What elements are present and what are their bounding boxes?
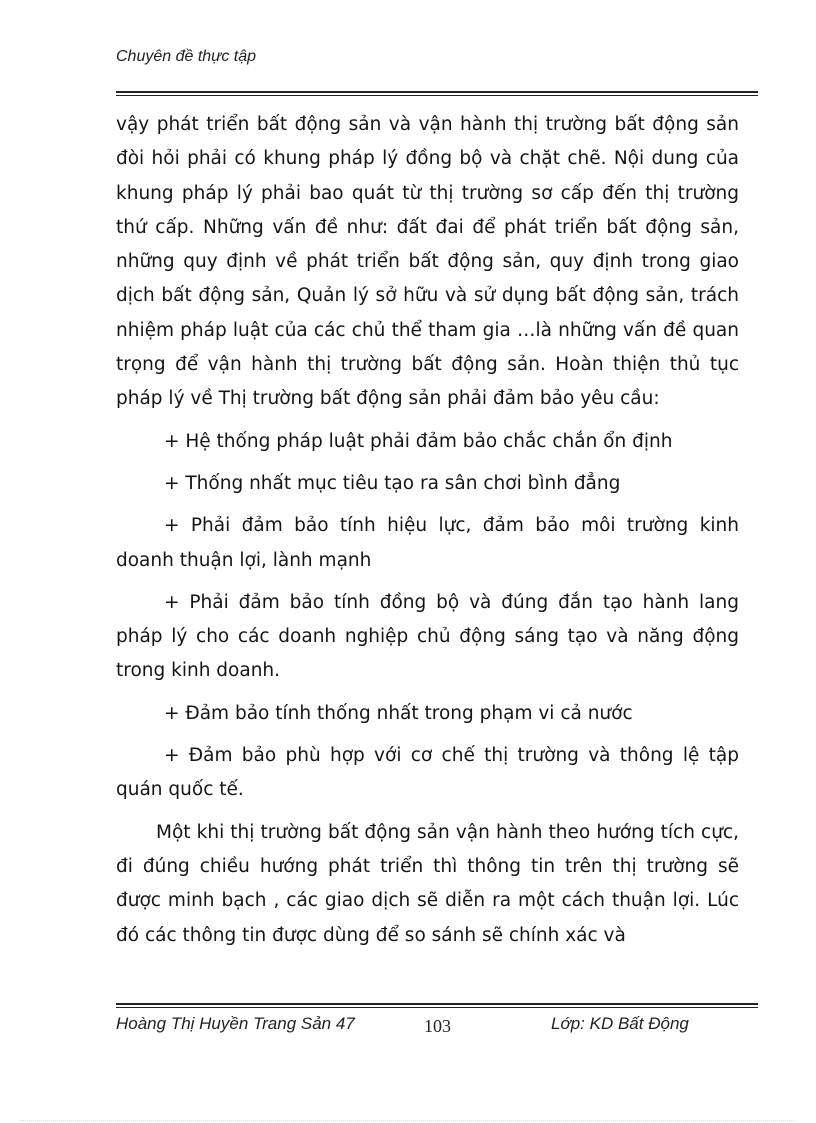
- header-divider: [116, 91, 758, 96]
- body-paragraph-continuation: vậy phát triển bất động sản và vận hành thị trường bất động sản đòi hỏi phải có khung pháp lý đồng bộ và chặt chẽ. Nội dung của khung pháp lý phải bao quát từ thị trường sơ cấp đến thị trường thứ cấp. Những vấn đề như: đất đai để phát triển bất động sản, những quy định về phát triển bất động sản, quy định trong giao dịch bất động sản, Quản lý sở hữu và sử dụng bất động sản, trách nhiệm pháp luật của các chủ thể tham gia …là những vấn đề quan trọng để vận hành thị trường bất động sản. Hoàn thiện thủ tục pháp lý về Thị trường bất động sản phải đảm bảo yêu cầu:: [116, 114, 739, 410]
- footer-divider: [116, 1003, 758, 1008]
- requirement-item-5: + Đảm bảo tính thống nhất trong phạm vi cả nước: [164, 702, 633, 724]
- page-bottom-edge: [20, 1120, 796, 1121]
- body-paragraph-final: Một khi thị trường bất động sản vận hành theo hướng tích cực, đi đúng chiều hướng phát triển thì thông tin trên thị trường sẽ được minh bạch , các giao dịch sẽ diễn ra một cách thuận lợi. Lúc đó các thông tin được dùng để so sánh sẽ chính xác và: [116, 821, 739, 946]
- body-text: [116, 108, 739, 953]
- footer-class: Lớp: KD Bất Động: [551, 1014, 689, 1033]
- requirement-item-4: + Phải đảm bảo tính đồng bộ và đúng đắn tạo hành lang pháp lý cho các doanh nghiệp chủ động sáng tạo và năng động trong kinh doanh.: [116, 591, 739, 682]
- running-header-title: Chuyên đề thực tập: [116, 48, 257, 65]
- page-number: 103: [424, 1016, 451, 1036]
- requirement-item-2: + Thống nhất mục tiêu tạo ra sân chơi bình đẳng: [164, 472, 621, 494]
- requirement-item-6: + Đảm bảo phù hợp với cơ chế thị trường và thông lệ tập quán quốc tế.: [116, 745, 739, 801]
- requirement-item-1: + Hệ thống pháp luật phải đảm bảo chắc chắn ổn định: [164, 430, 673, 452]
- footer-author: Hoàng Thị Huyền Trang Sản 47: [116, 1014, 355, 1033]
- requirement-item-3: + Phải đảm bảo tính hiệu lực, đảm bảo môi trường kinh doanh thuận lợi, lành mạnh: [116, 515, 739, 571]
